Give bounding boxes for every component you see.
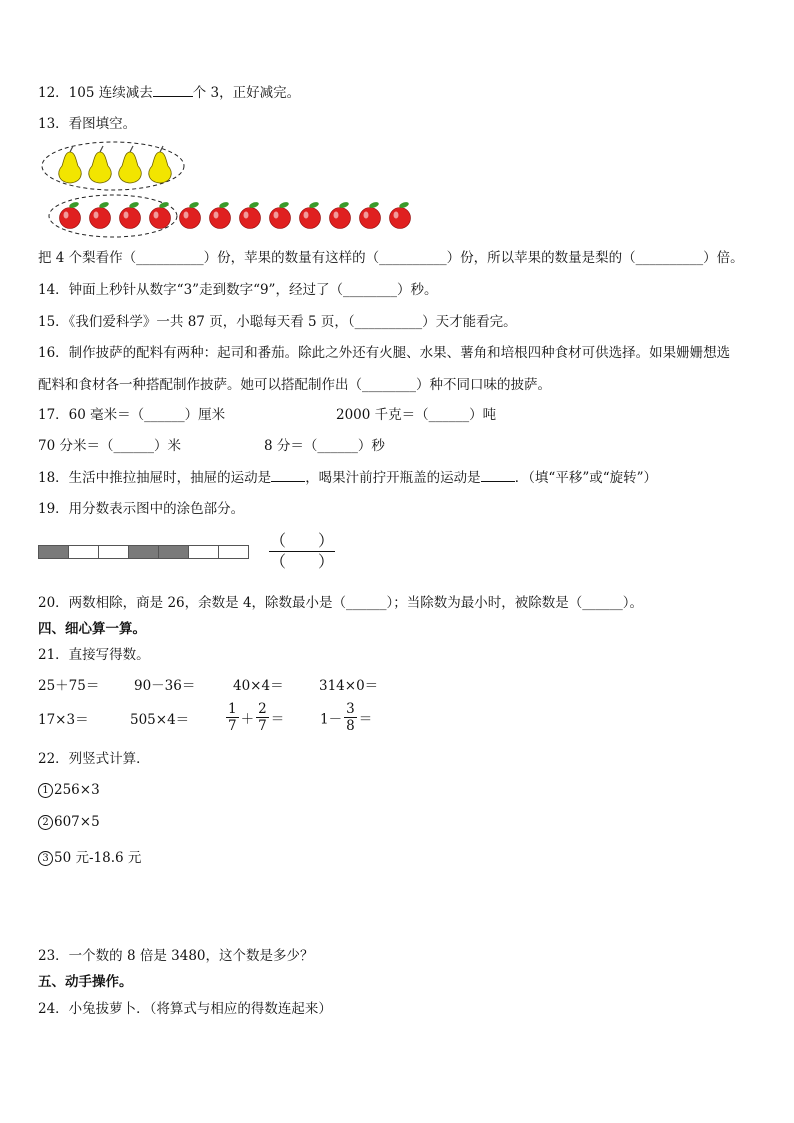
vertical-calc-1: 1 256×3 <box>38 781 100 799</box>
question-16-line1: 16．制作披萨的配料有两种：起司和番茄。除此之外还有火腿、水果、薯角和培根四种食材可供选择。如果姗姗想选 <box>38 345 731 361</box>
question-14: 14．钟面上秒针从数字“3”走到数字“9”，经过了（________）秒。 <box>38 282 438 298</box>
pear-icon <box>149 146 172 183</box>
question-18: 18．生活中推拉抽屉时，抽屉的运动是 ，喝果汁前拧开瓶盖的运动是 ．（填“平移”或“旋转”） <box>38 470 658 486</box>
apple-group-figure <box>48 193 418 241</box>
calc-fraction-sum: $\frac{1}{7}$ ＋ $\frac{2}{7}$ ＝ <box>228 701 285 734</box>
fraction-numerator-blank[interactable]: （ ） <box>270 531 335 550</box>
apple-icon <box>330 201 351 229</box>
calc-5: 17×3＝ <box>38 712 89 728</box>
question-13-title: 13．看图填空。 <box>38 116 137 132</box>
question-19-title: 19．用分数表示图中的涂色部分。 <box>38 501 245 517</box>
section-4-heading: 四、细心算一算。 <box>38 621 146 637</box>
question-17-b: 2000 千克＝（______）吨 <box>336 407 497 423</box>
bar-cell-blank <box>218 545 249 559</box>
pear-icon <box>119 146 142 183</box>
fraction-denominator-blank[interactable]: （ ） <box>270 552 335 571</box>
fraction: $\frac{3}{8}$ <box>346 701 355 734</box>
apple-icon <box>90 201 111 229</box>
question-24: 24．小兔拔萝卜．（将算式与相应的得数连起来） <box>38 1001 332 1017</box>
apple-icon <box>150 201 171 229</box>
question-16-line2: 配料和食材各一种搭配制作披萨。她可以搭配制作出（________）种不同口味的披萨。 <box>38 377 551 393</box>
question-15: 15．《我们爱科学》一共 87 页，小聪每天看 5 页，（__________）天才能看完。 <box>38 314 517 330</box>
question-23: 23．一个数的 8 倍是 3480，这个数是多少？ <box>38 948 314 964</box>
bar-cell-blank <box>98 545 129 559</box>
answer-blank[interactable] <box>271 468 305 482</box>
apple-icon <box>270 201 291 229</box>
answer-blank[interactable] <box>481 468 515 482</box>
vertical-calc-3: 3 50 元-18.6 元 <box>38 849 141 867</box>
apple-icon <box>300 201 321 229</box>
apple-icon <box>180 201 201 229</box>
apple-icon <box>210 201 231 229</box>
apple-icon <box>120 201 141 229</box>
apple-icon <box>360 201 381 229</box>
bar-cell-shaded <box>128 545 159 559</box>
question-21-title: 21．直接写得数。 <box>38 647 150 663</box>
pear-group-figure <box>40 140 190 192</box>
question-17-c: 70 分米＝（______）米 <box>38 438 181 454</box>
fraction: $\frac{2}{7}$ <box>258 701 267 734</box>
vertical-calc-2: 2 607×5 <box>38 813 100 831</box>
pear-icon <box>89 146 112 183</box>
question-12: 12．105 连续减去 个 3，正好减完。 <box>38 85 301 101</box>
apple-icon <box>60 201 81 229</box>
calc-3: 40×4＝ <box>233 678 284 694</box>
apple-icon <box>390 201 411 229</box>
pear-icon <box>59 146 82 183</box>
question-22-title: 22．列竖式计算． <box>38 751 150 767</box>
question-13-text: 把 4 个梨看作（__________）份，苹果的数量有这样的（__________）份，所以苹果的数量是梨的（__________）倍。 <box>38 250 744 266</box>
section-5-heading: 五、动手操作。 <box>38 974 133 990</box>
shaded-bar-figure <box>38 545 248 559</box>
apple-icon <box>240 201 261 229</box>
question-20: 20．两数相除，商是 26，余数是 4，除数最小是（______）；当除数为最小时，被除数是（______）。 <box>38 595 644 611</box>
question-17-d: 8 分＝（______）秒 <box>264 438 385 454</box>
calc-6: 505×4＝ <box>130 712 190 728</box>
bar-cell-blank <box>68 545 99 559</box>
calc-4: 314×0＝ <box>319 678 379 694</box>
calc-fraction-diff: 1－ $\frac{3}{8}$ ＝ <box>320 701 373 734</box>
bar-cell-blank <box>188 545 219 559</box>
bar-cell-shaded <box>158 545 189 559</box>
calc-1: 25＋75＝ <box>38 678 100 694</box>
fraction: $\frac{1}{7}$ <box>228 701 237 734</box>
question-17-a: 17．60 毫米＝（______）厘米 <box>38 407 226 423</box>
fraction-answer[interactable] <box>269 531 335 572</box>
bar-cell-shaded <box>38 545 69 559</box>
answer-blank[interactable] <box>153 83 193 97</box>
calc-2: 90－36＝ <box>134 678 196 694</box>
